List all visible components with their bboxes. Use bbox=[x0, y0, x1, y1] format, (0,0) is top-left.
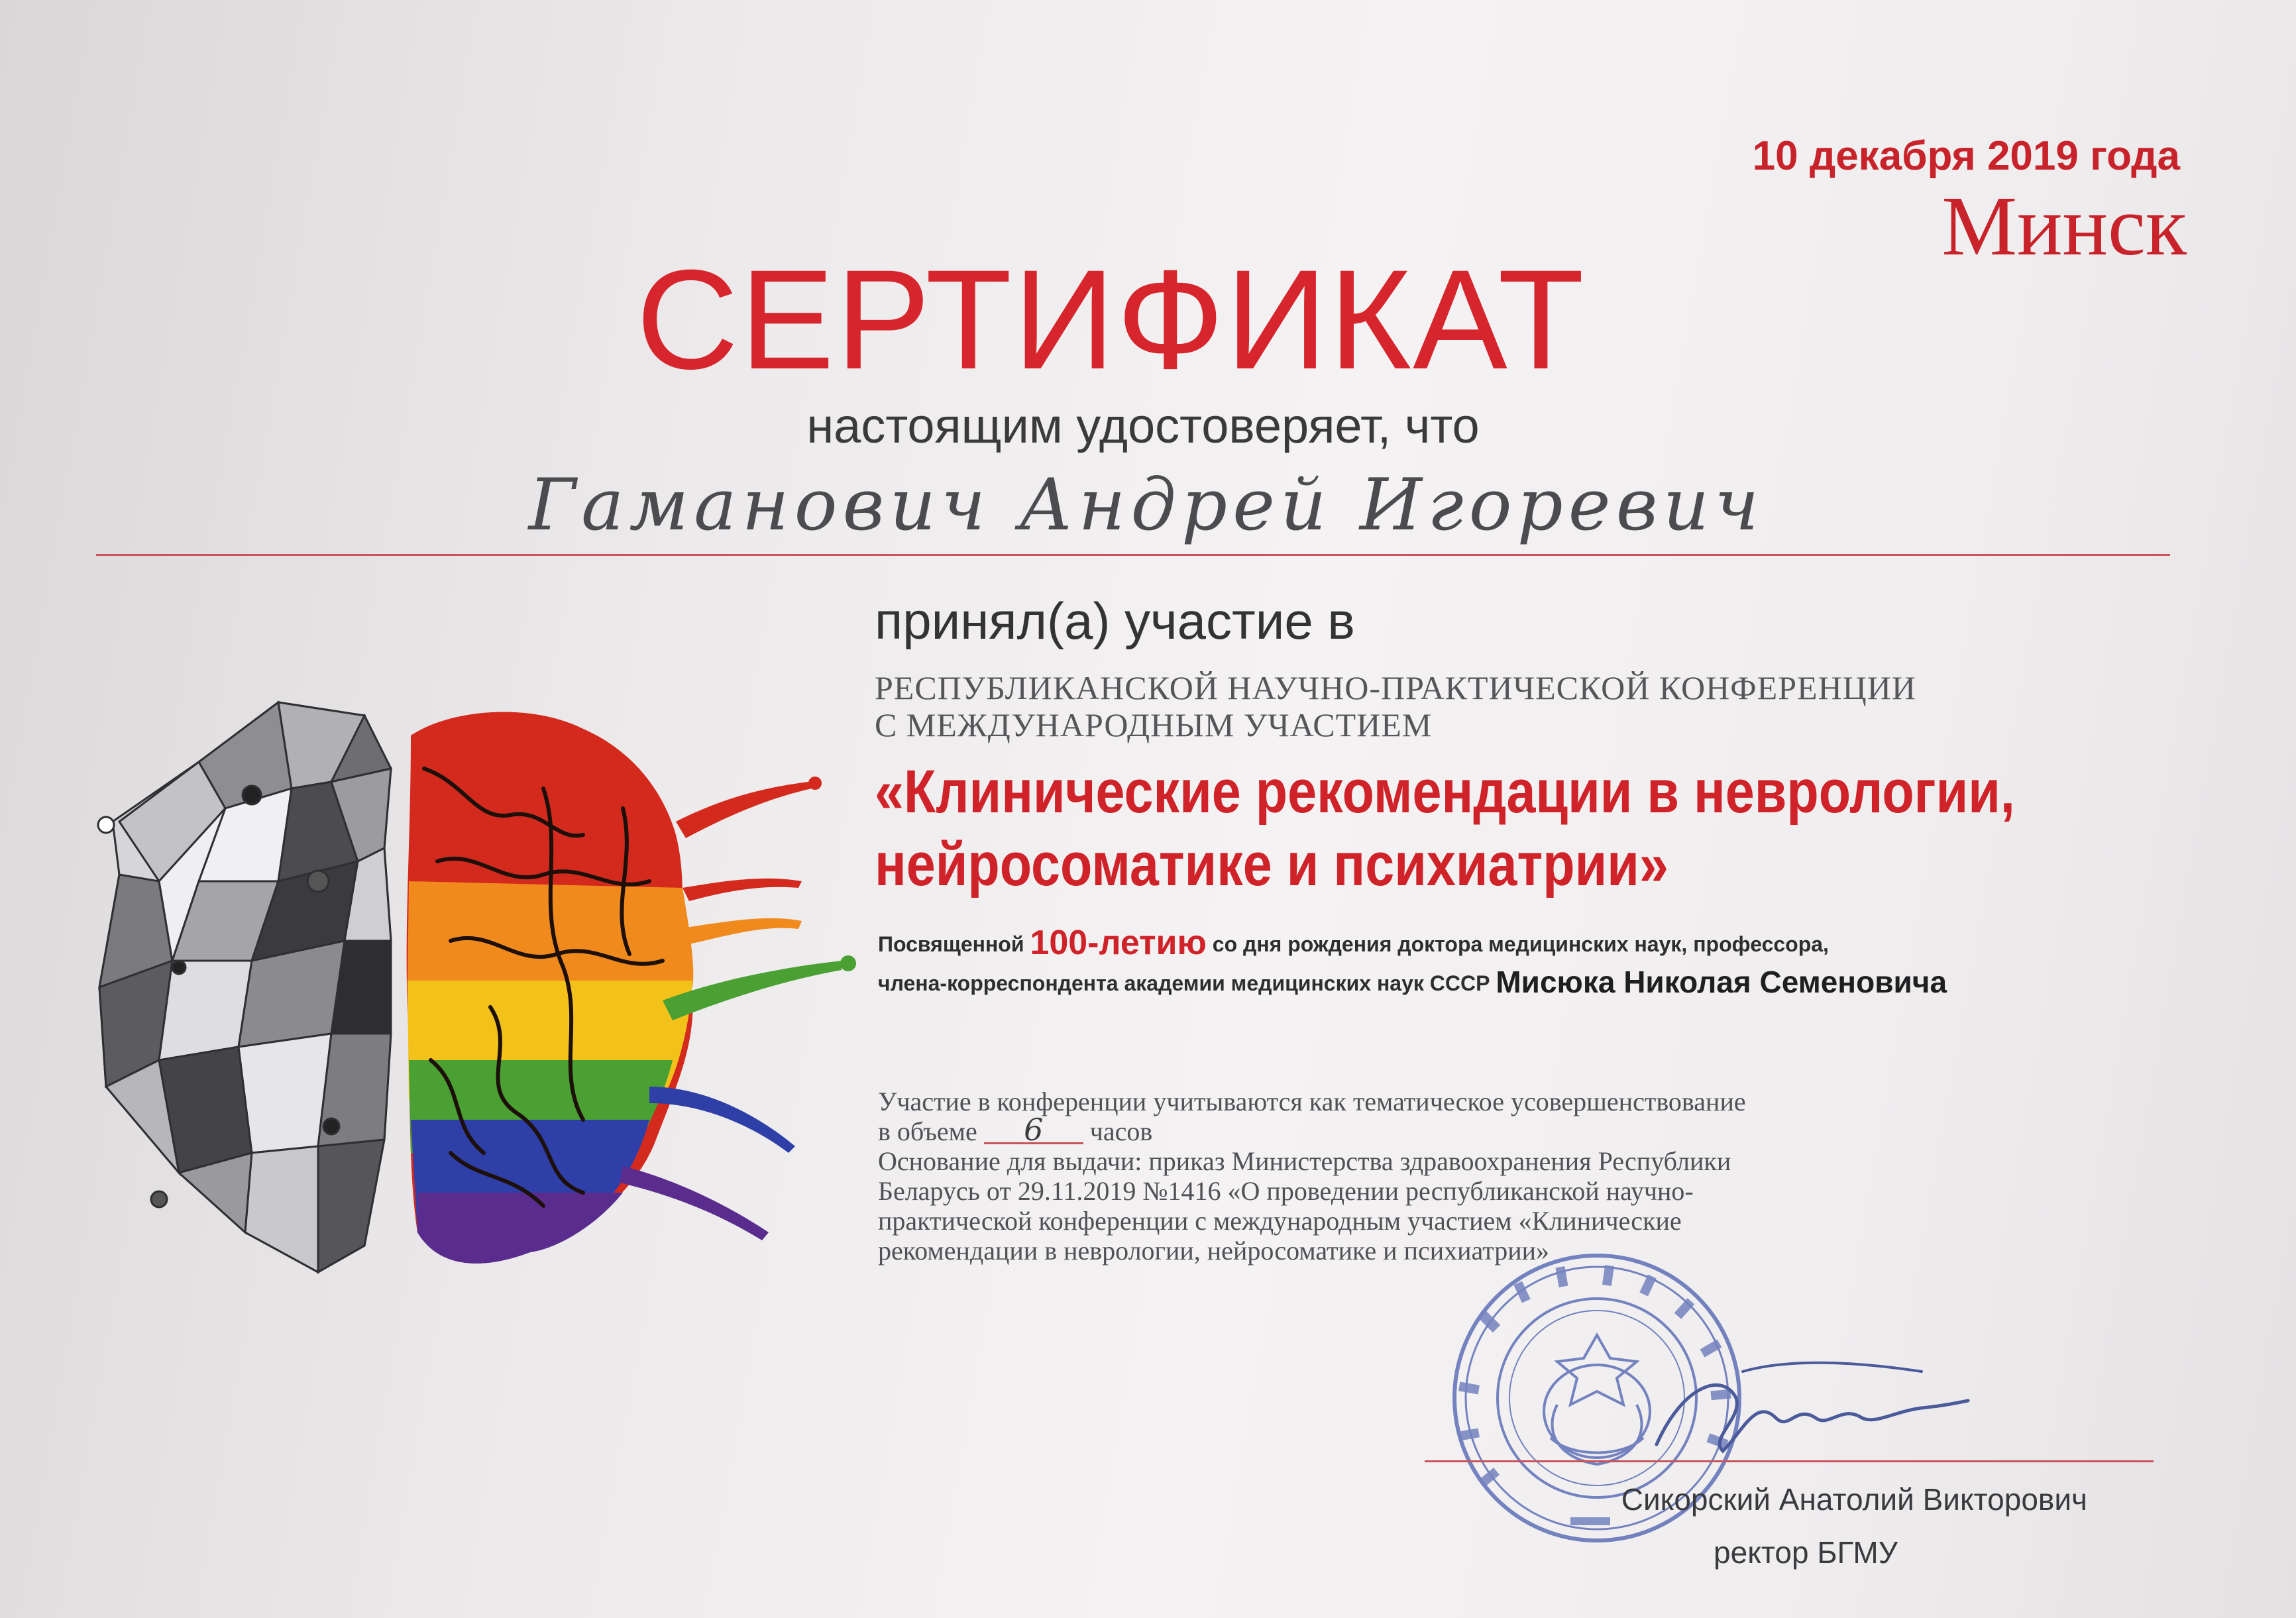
note-volume bbox=[878, 1112, 1746, 1148]
participation-text: принял(а) участие в bbox=[875, 592, 1355, 650]
colorful-brain-half bbox=[407, 712, 856, 1264]
certificate-title: СЕРТИФИКАТ bbox=[636, 241, 1586, 399]
signature-line bbox=[1425, 1460, 2154, 1462]
note-line-1: Участие в конференции учитываются как тематическое усовершенствование bbox=[878, 1087, 1746, 1116]
basis-line-2: Беларусь от 29.11.2019 №1416 «О проведении республиканской научно- bbox=[878, 1176, 1694, 1206]
honoree-name: Мисюка Николая Семеновича bbox=[1496, 965, 1947, 999]
certificate-subtitle: настоящим удостоверяет, что bbox=[806, 398, 1480, 453]
dedication-title: члена-корреспондента академии медицинских наук СССР bbox=[878, 971, 1490, 995]
dedication-post: со дня рождения доктора медицинских наук, профессора, bbox=[1212, 932, 1829, 956]
dedication-line-2 bbox=[878, 964, 1947, 1000]
basis-line-3: практической конференции с международным участием «Клинические bbox=[878, 1206, 1682, 1236]
name-underline bbox=[96, 554, 2170, 556]
volume-post: часов bbox=[1089, 1116, 1153, 1146]
notes-block bbox=[878, 1087, 1746, 1266]
geometric-brain-half bbox=[98, 702, 391, 1272]
hours-value: 6 bbox=[984, 1117, 1083, 1144]
topic-line-2: нейросоматике и психиатрии» bbox=[875, 831, 1668, 898]
dedication-line-1 bbox=[878, 923, 1829, 963]
brain-illustration bbox=[80, 689, 875, 1285]
conference-line-2: С МЕЖДУНАРОДНЫМ УЧАСТИЕМ bbox=[875, 706, 1433, 743]
conference-name bbox=[875, 669, 1916, 743]
recipient-name: Гаманович Андрей Игоревич bbox=[528, 464, 1765, 547]
issue-city: Минск bbox=[1941, 179, 2187, 273]
signer-position: ректор БГМУ bbox=[1714, 1535, 1898, 1570]
topic-line-1: «Клинические рекомендации в неврологии, bbox=[875, 758, 2015, 826]
rector-signature bbox=[1643, 1345, 1975, 1464]
volume-pre: в объеме bbox=[878, 1116, 977, 1146]
issue-date: 10 декабря 2019 года bbox=[1752, 133, 2180, 179]
conference-topic bbox=[875, 755, 2015, 901]
dedication-highlight: 100-летию bbox=[1030, 924, 1207, 962]
basis-line-4: рекомендации в неврологии, нейросоматике и психиатрии» bbox=[878, 1236, 1550, 1266]
signer-name: Сикорский Анатолий Викторович bbox=[1621, 1482, 2087, 1517]
basis-line-1: Основание для выдачи: приказ Министерства здравоохранения Республики bbox=[878, 1146, 1731, 1176]
conference-line-1: РЕСПУБЛИКАНСКОЙ НАУЧНО-ПРАКТИЧЕСКОЙ КОНФЕРЕНЦИИ bbox=[875, 669, 1916, 706]
dedication-pre: Посвященной bbox=[878, 932, 1024, 956]
